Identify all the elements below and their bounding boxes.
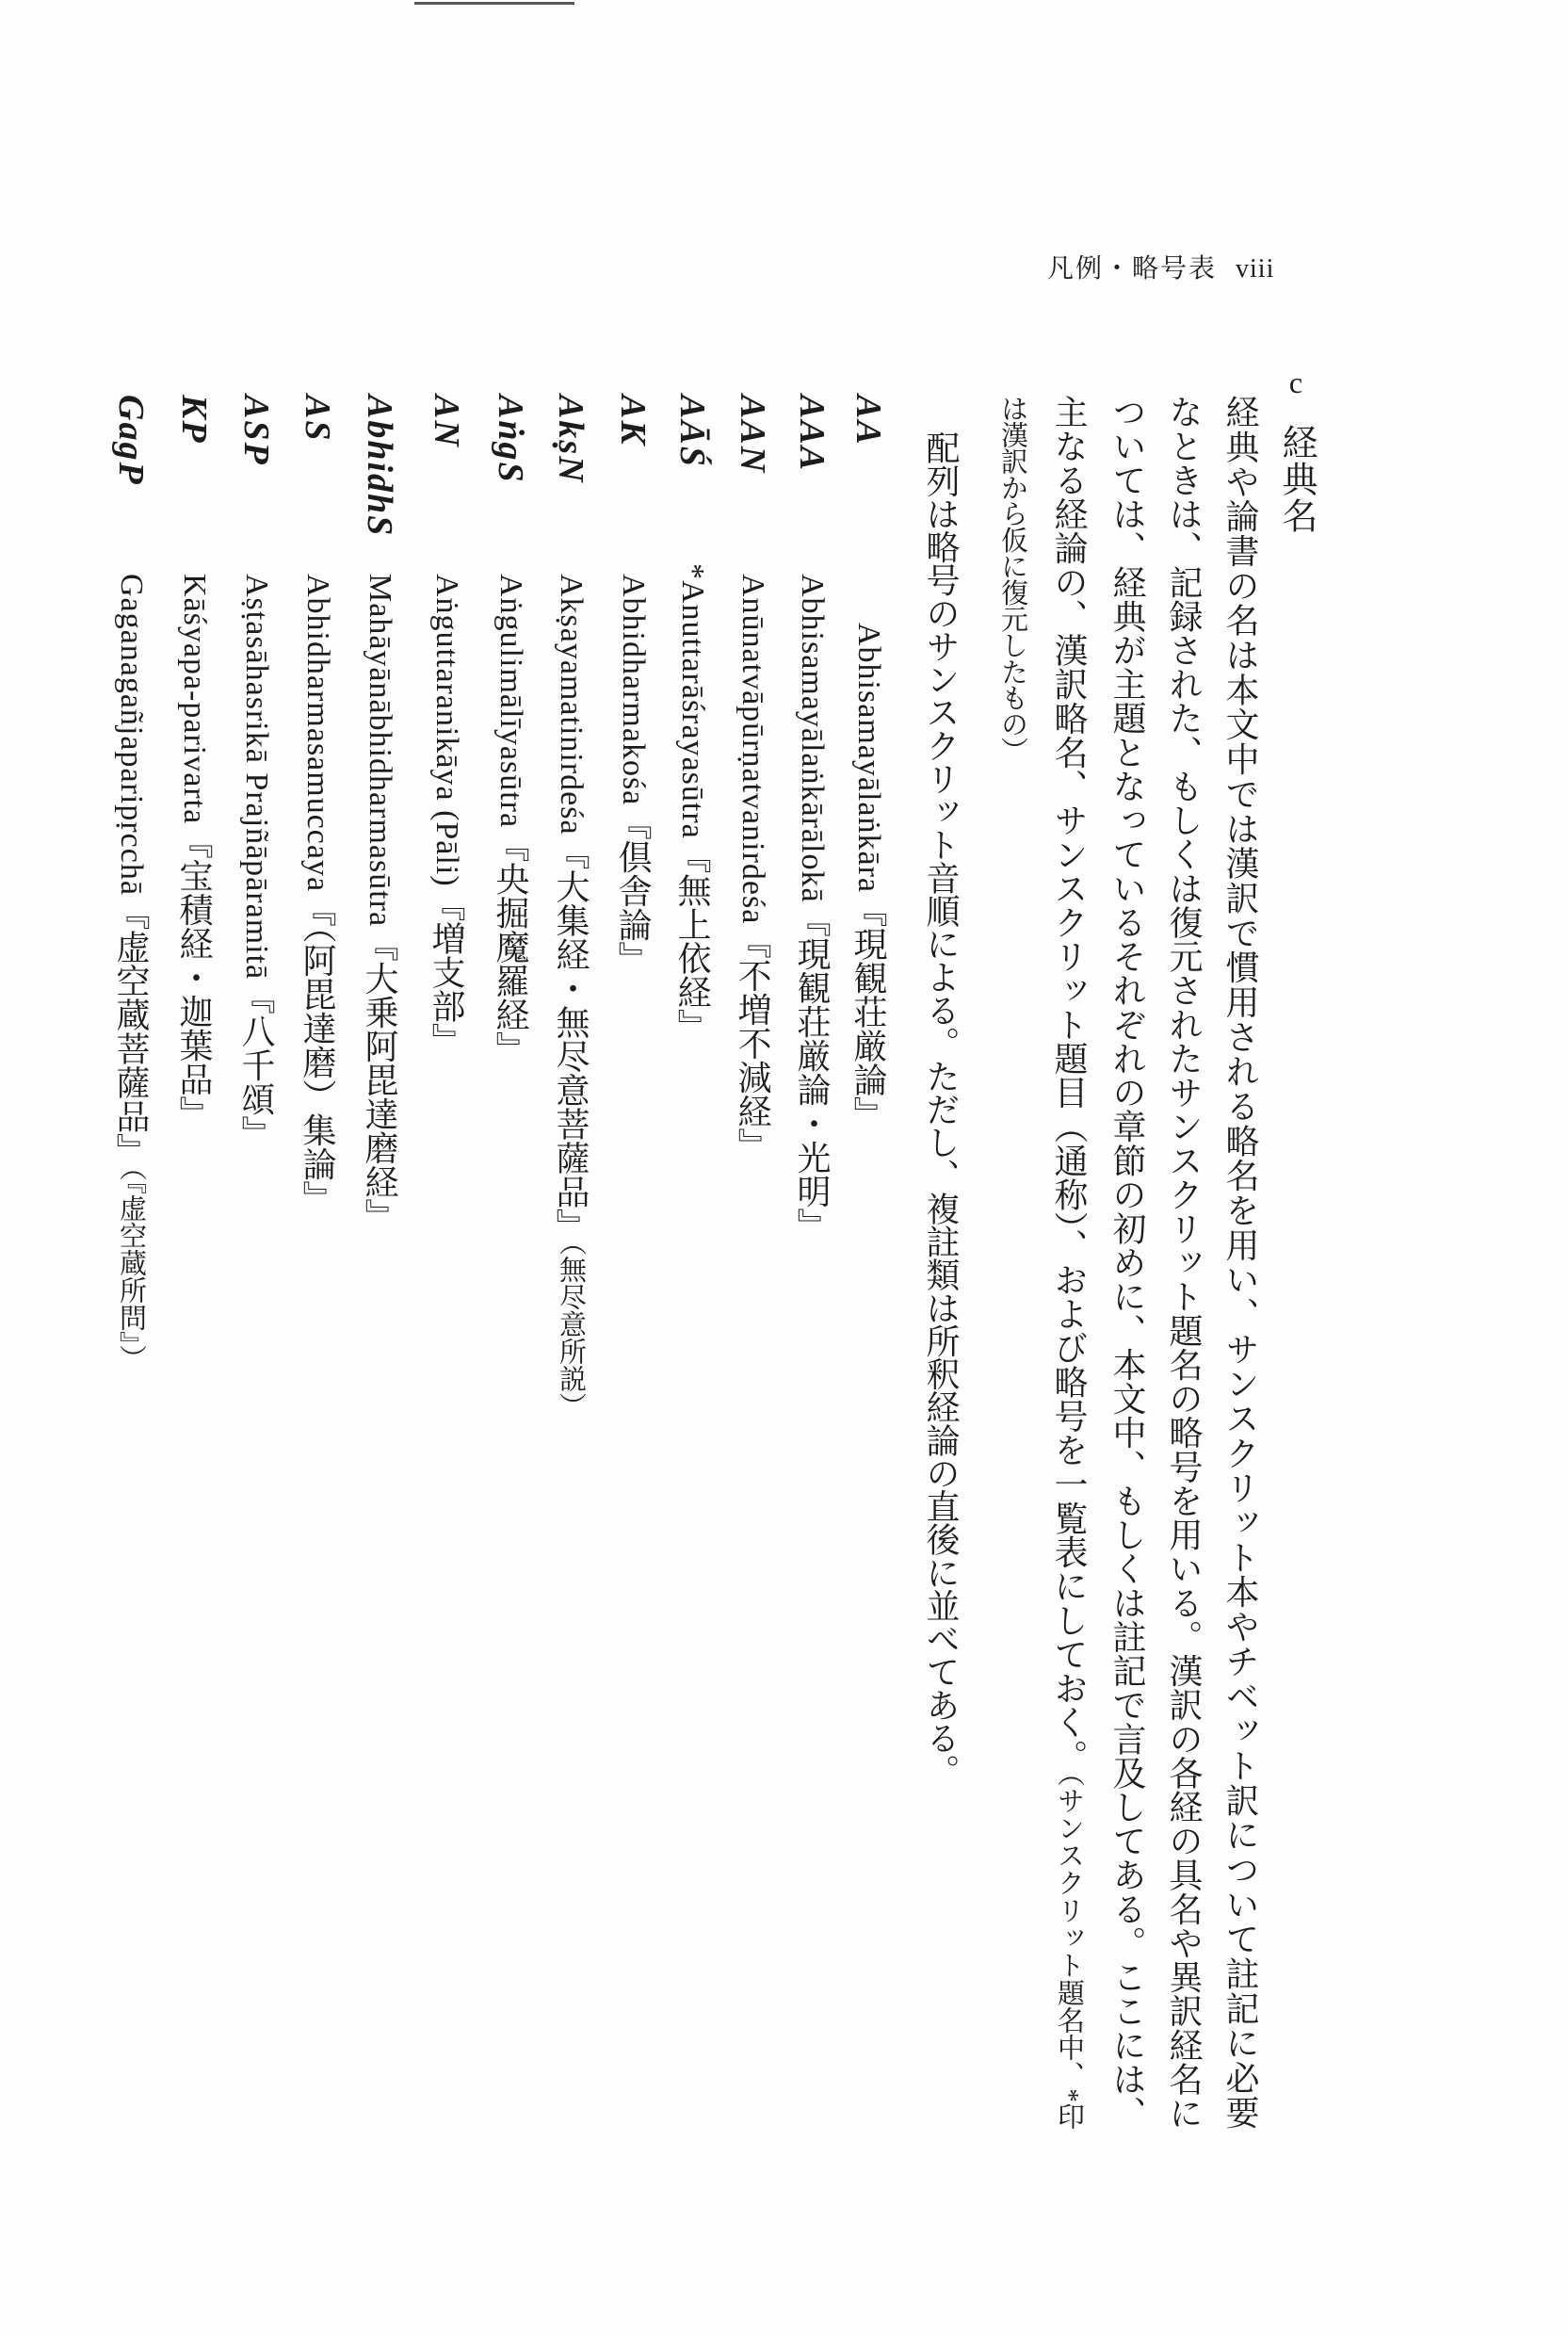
ordering-note: 配列は略号のサンスクリット音順による。ただし、複註類は所釈経論の直後に並べてある。 xyxy=(922,430,960,1788)
entry-chinese-title: 『（阿毘達磨）集論』 xyxy=(299,892,336,1215)
entry-chinese-title: 『現観荘厳論・光明』 xyxy=(793,902,831,1242)
entry-sanskrit-title: Abhisamayālaṅkāra xyxy=(851,623,886,893)
entry-title-line xyxy=(490,574,531,1065)
entry-title-line xyxy=(297,574,338,1214)
section-title: 経典名 xyxy=(1276,424,1316,534)
entry-title-line xyxy=(173,574,215,1129)
entry-abbreviation: ASP xyxy=(236,395,276,466)
entry-title-line xyxy=(612,574,654,975)
asterisk-note-end: は漢訳から仮に復元したもの） xyxy=(997,395,1027,764)
entry-abbreviation: AṅgS xyxy=(491,395,530,484)
entry-title-line xyxy=(671,563,713,1043)
entry-abbreviation: KP xyxy=(174,395,214,445)
entry-sanskrit-title: Akṣayamatinirdeśa xyxy=(554,574,589,835)
entry-abbreviation: AkṣN xyxy=(551,395,590,484)
entry-chinese-title: 『宝積経・迦葉品』 xyxy=(175,824,213,1130)
entry-chinese-title: 『不増不減経』 xyxy=(734,924,771,1162)
entry-chinese-title: 『大乗阿毘達磨経』 xyxy=(361,927,398,1233)
entry-title-line xyxy=(550,574,591,1419)
page-number: viii xyxy=(1236,254,1275,284)
entry-sanskrit-title: Gaganagañjaparipṛcchā xyxy=(114,574,149,896)
entry-sanskrit-title: Kāśyapa-parivarta xyxy=(177,574,212,825)
intro-line: なときは、記録された、もしくは復元されたサンスクリット題名の略号を用いる。漢訳の各経の具名や異訳経名に xyxy=(1165,395,1203,2131)
asterisk-note-start: （サンスクリット題名中、*印 xyxy=(1054,1773,1084,2131)
entry-alt-title-note: （無尽意所説） xyxy=(556,1241,586,1420)
entry-abbreviation: AAA xyxy=(792,395,832,473)
entry-title-line xyxy=(732,574,773,1161)
intro-line-with-note xyxy=(1048,395,1090,2130)
running-head xyxy=(1047,254,1274,284)
intro-line: 主なる経論の、漢訳略名、サンスクリット題目（通称）、および略号を一覧表にしておく。 xyxy=(1050,395,1088,1774)
entry-chinese-title: 『倶舎論』 xyxy=(614,805,652,976)
entry-chinese-title: 『八千頌』 xyxy=(237,980,275,1150)
entry-abbreviation: AA xyxy=(849,395,888,446)
entry-sanskrit-title: Abhisamayālaṅkārālokā xyxy=(795,574,830,903)
entry-sanskrit-title: Aṅguttaranikāya (Pāli) xyxy=(429,574,464,887)
running-head-section: 凡例・略号表 xyxy=(1047,254,1218,284)
entry-chinese-title: 『現観荘厳論』 xyxy=(849,893,887,1130)
entry-chinese-title: 『大集経・無尽意菩薩品』 xyxy=(552,835,590,1242)
entry-title-line xyxy=(791,574,832,1242)
intro-line: ついては、経典が主題となっているそれぞれの章節の初めに、本文中、もしくは註記で言及してある。ここには、 xyxy=(1108,395,1146,2130)
scan-edge-line xyxy=(414,2,574,5)
entry-sanskrit-title: Aṣṭasāhasrikā Prajñāpāramitā xyxy=(239,574,274,981)
entry-chinese-title: 『央掘魔羅経』 xyxy=(492,828,529,1066)
entry-title-line xyxy=(426,574,467,1057)
entry-alt-title-note: （『虚空蔵所問』） xyxy=(116,1166,146,1372)
entry-abbreviation: AK xyxy=(613,395,653,446)
entry-abbreviation: AN xyxy=(427,395,466,448)
entry-title-line xyxy=(110,574,152,1371)
entry-chinese-title: 『虚空蔵菩薩品』 xyxy=(112,895,150,1167)
section-letter: c xyxy=(1279,365,1313,399)
entry-abbreviation: AĀŚ xyxy=(672,395,712,468)
entry-chinese-title: 『無上依経』 xyxy=(673,838,711,1043)
entry-abbreviation: AS xyxy=(298,395,337,443)
entry-title-line xyxy=(848,623,889,1130)
entry-title-line xyxy=(235,574,277,1149)
entry-sanskrit-title: Anūnatvāpūrṇatvanirdeśa xyxy=(736,574,770,925)
entry-abbreviation: AbhidhS xyxy=(360,395,399,538)
entry-sanskrit-title: Abhidharmasamuccaya xyxy=(300,574,335,893)
entry-abbreviation: GagP xyxy=(111,395,151,486)
entry-sanskrit-title: Mahāyānābhidharmasūtra xyxy=(363,574,397,928)
entry-sanskrit-title: Aṅgulimālīyasūtra xyxy=(493,574,528,829)
entry-sanskrit-title: *Anuttarāśrayasūtra xyxy=(675,563,710,839)
entry-title-line xyxy=(359,574,400,1232)
entry-sanskrit-title: Abhidharmakośa xyxy=(616,574,651,806)
intro-line: 経典や論書の名は本文中では漢訳で慣用される略名を用い、サンスクリット本やチベット訳について註記に必要 xyxy=(1221,395,1259,2130)
entry-abbreviation: AAN xyxy=(733,395,772,475)
entry-chinese-title: 『増支部』 xyxy=(428,886,465,1057)
